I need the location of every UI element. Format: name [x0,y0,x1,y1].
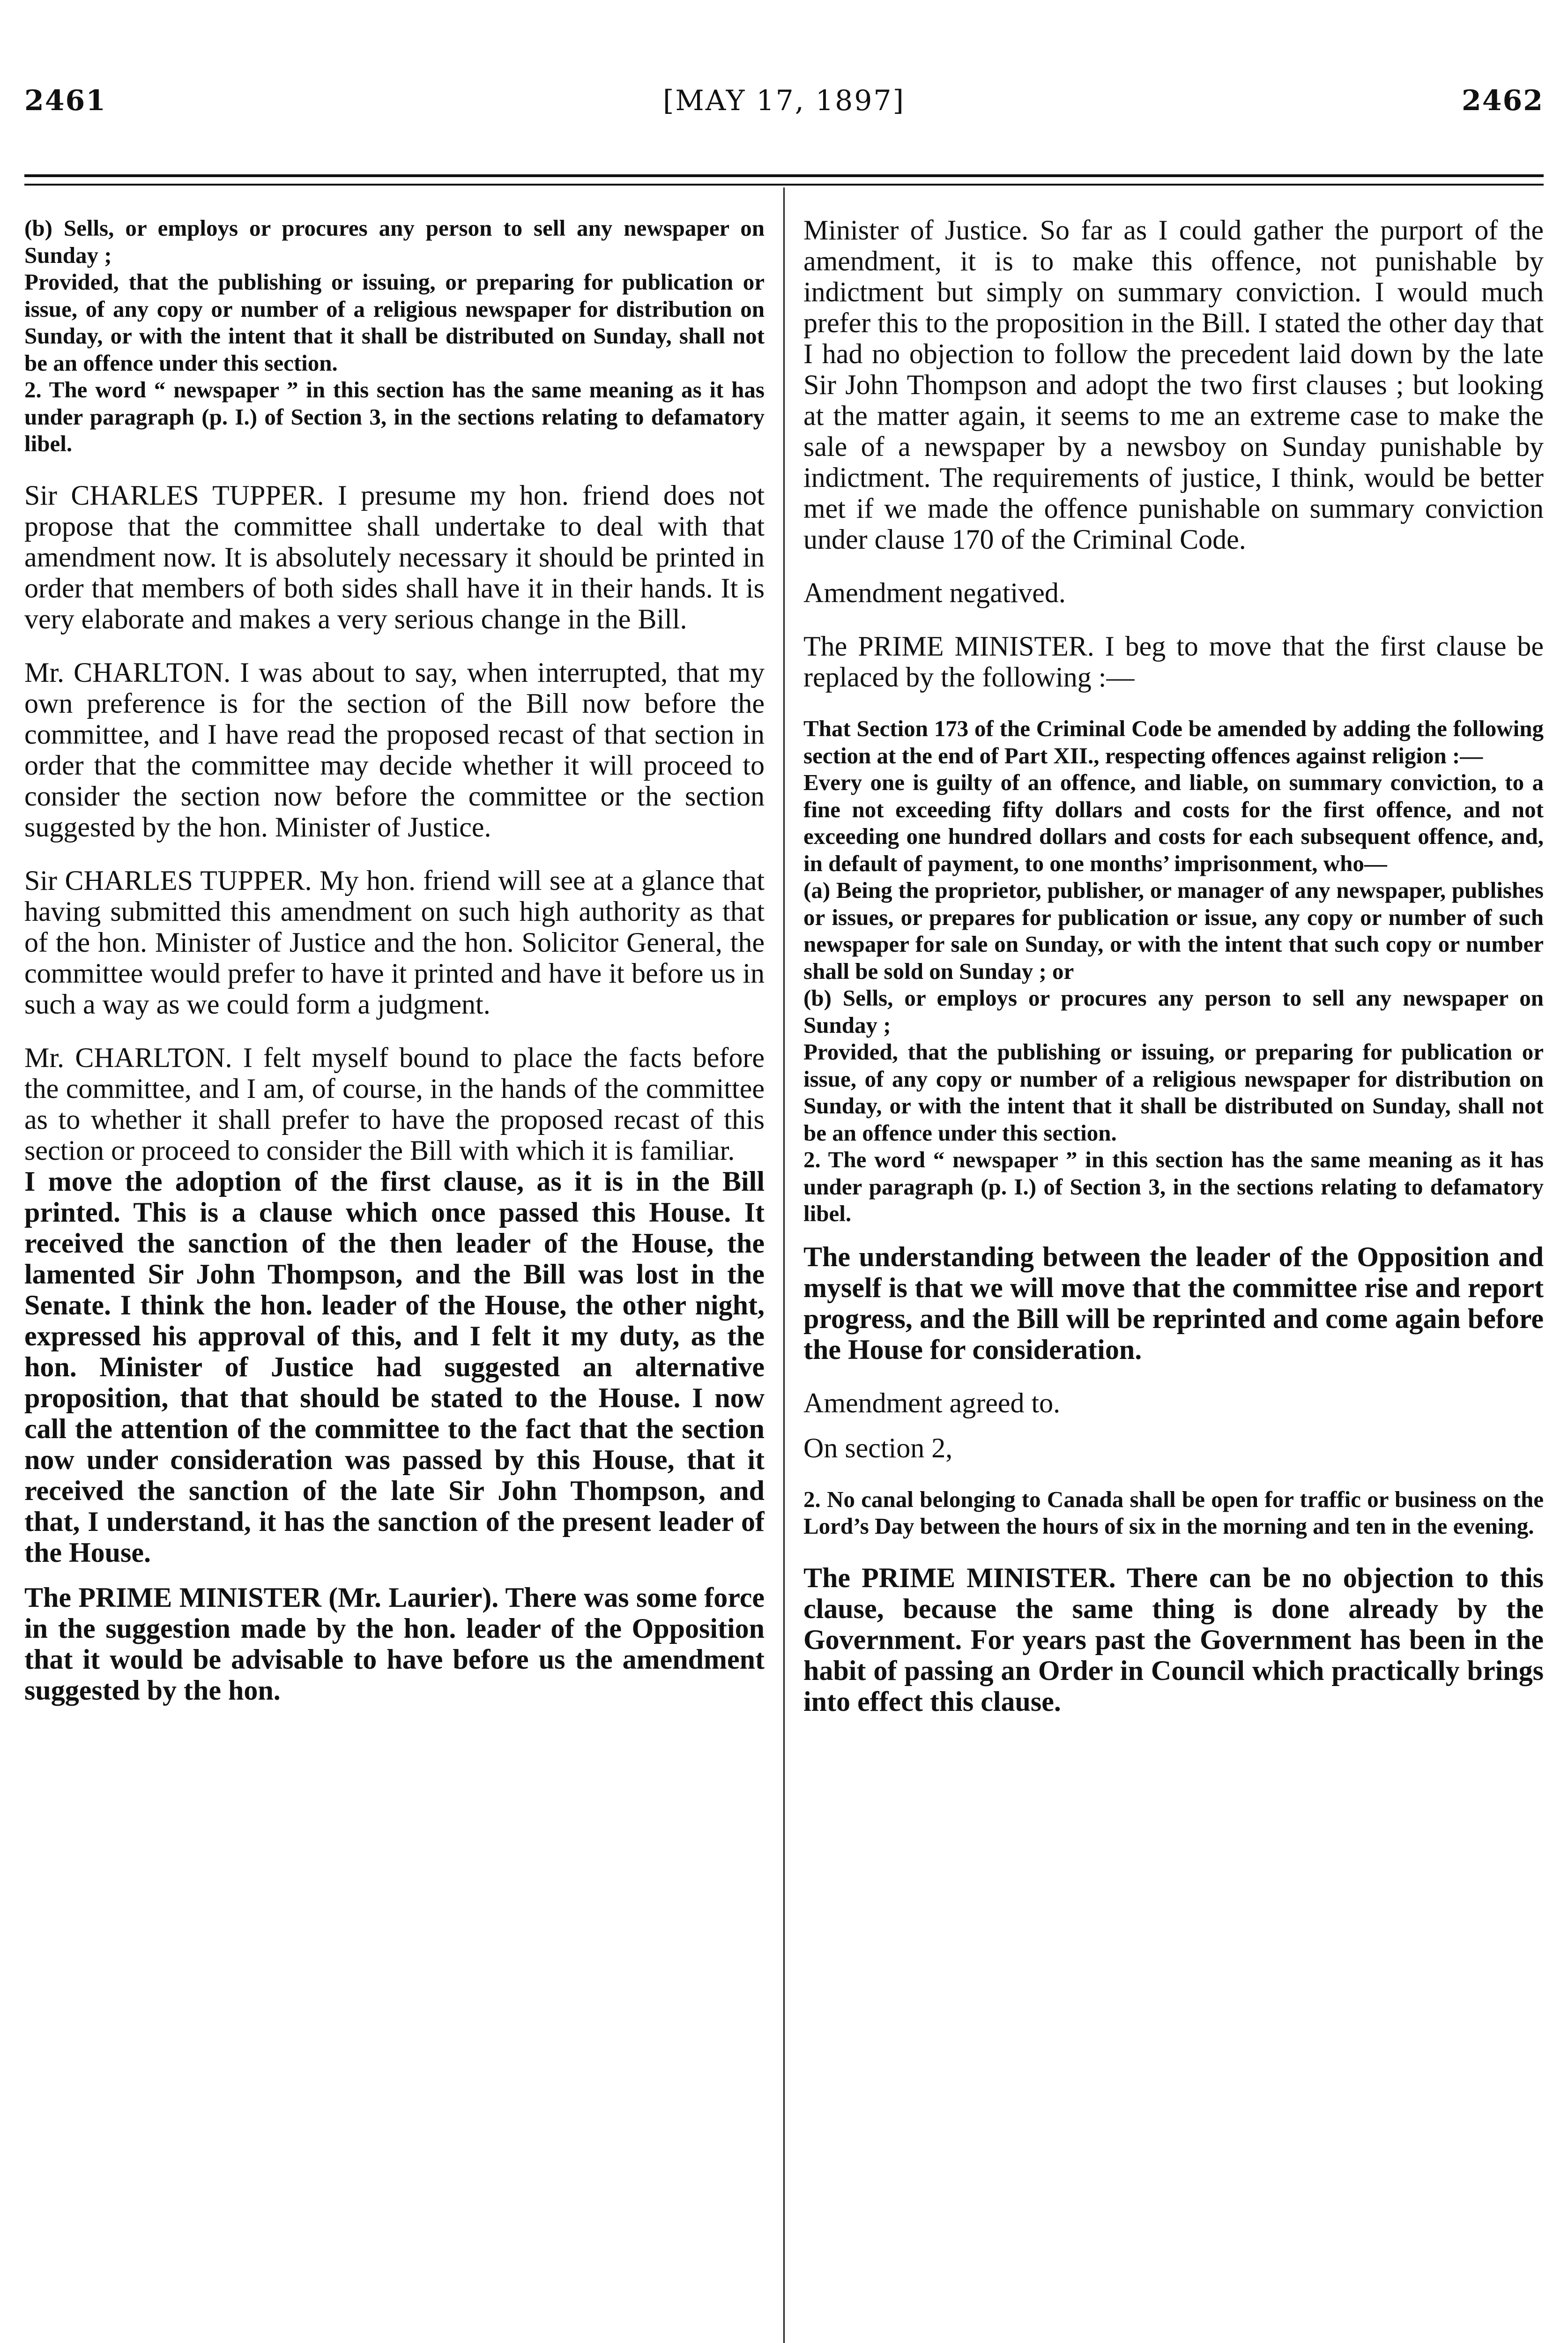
right-paragraph: 2. The word “ newspaper ” in this section has the same meaning as it has under paragraph (p. I.) of Section 3, in the sections relating to defamatory libel. [803,1147,1544,1226]
left-paragraph: Sir CHARLES TUPPER. I presume my hon. friend does not propose that the committee shall undertake to deal with that amendment now. It is absolutely necessary it should be printed in order that members of both sides shall have it in their hands. It is very elaborate and makes a very serious change in the Bill. [24,479,765,634]
right-paragraph: The understanding between the leader of the Opposition and myself is that we will move that the committee rise and report progress, and the Bill will be reprinted and come again before the House for consideration. [803,1241,1544,1365]
left-paragraph: Sir CHARLES TUPPER. My hon. friend will see at a glance that having submitted this amendment on such high authority as that of the hon. Minister of Justice and the hon. Solicitor General, the committee would prefer to have it printed and have it before us in such a way as we could form a judgment. [24,865,765,1020]
page-number-right: 2462 [1462,84,1544,117]
right-paragraph: Minister of Justice. So far as I could gather the purport of the amendment, it is to make this offence, not punishable by indictment but simply on summary conviction. I would much prefer this to the proposition in the Bill. I stated the other day that I had no objection to follow the precedent laid down by the late Sir John Thompson and adopt the two first clauses ; but looking at the matter again, it seems to me an extreme case to make the sale of a newspaper by a newsboy on Sunday punishable by indictment. The requirements of justice, I think, would be better met if we made the offence punishable on summary conviction under clause 170 of the Criminal Code. [803,215,1544,555]
right-paragraph: The PRIME MINISTER. I beg to move that the first clause be replaced by the following :— [803,631,1544,693]
page-number-left: 2461 [24,84,106,117]
right-column [803,215,1544,2333]
header-date: [MAY 17, 1897] [662,84,906,117]
left-paragraph: I move the adoption of the first clause, as it is in the Bill printed. This is a clause which once passed this House. It received the sanction of the then leader of the House, the lamented Sir John Thompson, and the Bill was lost in the Senate. I think the hon. leader of the House, the other night, expressed his approval of this, and I felt it my duty, as the hon. Minister of Justice had suggested an alternative proposition, that that should be stated to the House. I now call the attention of the committee to the fact that the section now under consideration was passed by this House, that it received the sanction of the late Sir John Thompson, and that, I understand, it has the sanction of the present leader of the House. [24,1165,765,1568]
right-paragraph: That Section 173 of the Criminal Code be amended by adding the following section at the end of Part XII., respecting offences against religion :— [803,716,1544,769]
right-paragraph: The PRIME MINISTER. There can be no objection to this clause, because the same thing is done already by the Government. For years past the Government has been in the habit of passing an Order in Council which practically brings into effect this clause. [803,1562,1544,1717]
right-paragraph: On section 2, [803,1432,953,1463]
column-divider [783,187,785,2343]
header-rule [24,174,1544,177]
right-paragraph: (b) Sells, or employs or procures any person to sell any newspaper on Sunday ; [803,985,1544,1038]
right-paragraph: Amendment negatived. [803,577,1066,608]
right-paragraph: Amendment agreed to. [803,1387,1061,1418]
left-paragraph: Mr. CHARLTON. I was about to say, when interrupted, that my own preference is for the section of the Bill now before the committee, and I have read the proposed recast of that section in order that the committee may decide whether it will proceed to consider the section now before the committee or the section suggested by the hon. Minister of Justice. [24,657,765,843]
right-paragraph: (a) Being the proprietor, publisher, or manager of any newspaper, publishes or issues, or prepares for publication or issue, any copy or number of such newspaper for sale on Sunday, or with the intent that such copy or number shall be sold on Sunday ; or [803,877,1544,984]
left-paragraph: 2. The word “ newspaper ” in this section has the same meaning as it has under paragraph (p. I.) of Section 3, in the sections relating to defamatory libel. [24,377,765,456]
right-paragraph: Provided, that the publishing or issuing, or preparing for publication or issue, of any copy or number of a religious newspaper for distribution on Sunday, or with the intent that it shall be distributed on Sunday, shall not be an offence under this section. [803,1039,1544,1146]
header-rule-double [24,184,1544,186]
left-paragraph: Provided, that the publishing or issuing, or preparing for publication or issue, of any copy or number of a religious newspaper for distribution on Sunday, or with the intent that it shall be distributed on Sunday, shall not be an offence under this section. [24,269,765,376]
left-paragraph: The PRIME MINISTER (Mr. Laurier). There was some force in the suggestion made by the hon. leader of the Opposition that it would be advisable to have before us the amendment suggested by the hon. [24,1582,765,1706]
left-column [24,215,765,2333]
left-paragraph: Mr. CHARLTON. I felt myself bound to place the facts before the committee, and I am, of course, in the hands of the committee as to whether it shall prefer to have the proposed recast of this section or proceed to consider the Bill with which it is familiar. [24,1042,765,1166]
right-paragraph: 2. No canal belonging to Canada shall be open for traffic or business on the Lord’s Day between the hours of six in the morning and ten in the evening. [803,1486,1544,1539]
page-header [0,84,1568,136]
left-paragraph: (b) Sells, or employs or procures any person to sell any newspaper on Sunday ; [24,215,765,268]
right-paragraph: Every one is guilty of an offence, and liable, on summary conviction, to a fine not exceeding fifty dollars and costs for the first offence, and not exceeding one hundred dollars and costs for each subsequent offence, and, in default of payment, to one months’ imprisonment, who— [803,769,1544,876]
